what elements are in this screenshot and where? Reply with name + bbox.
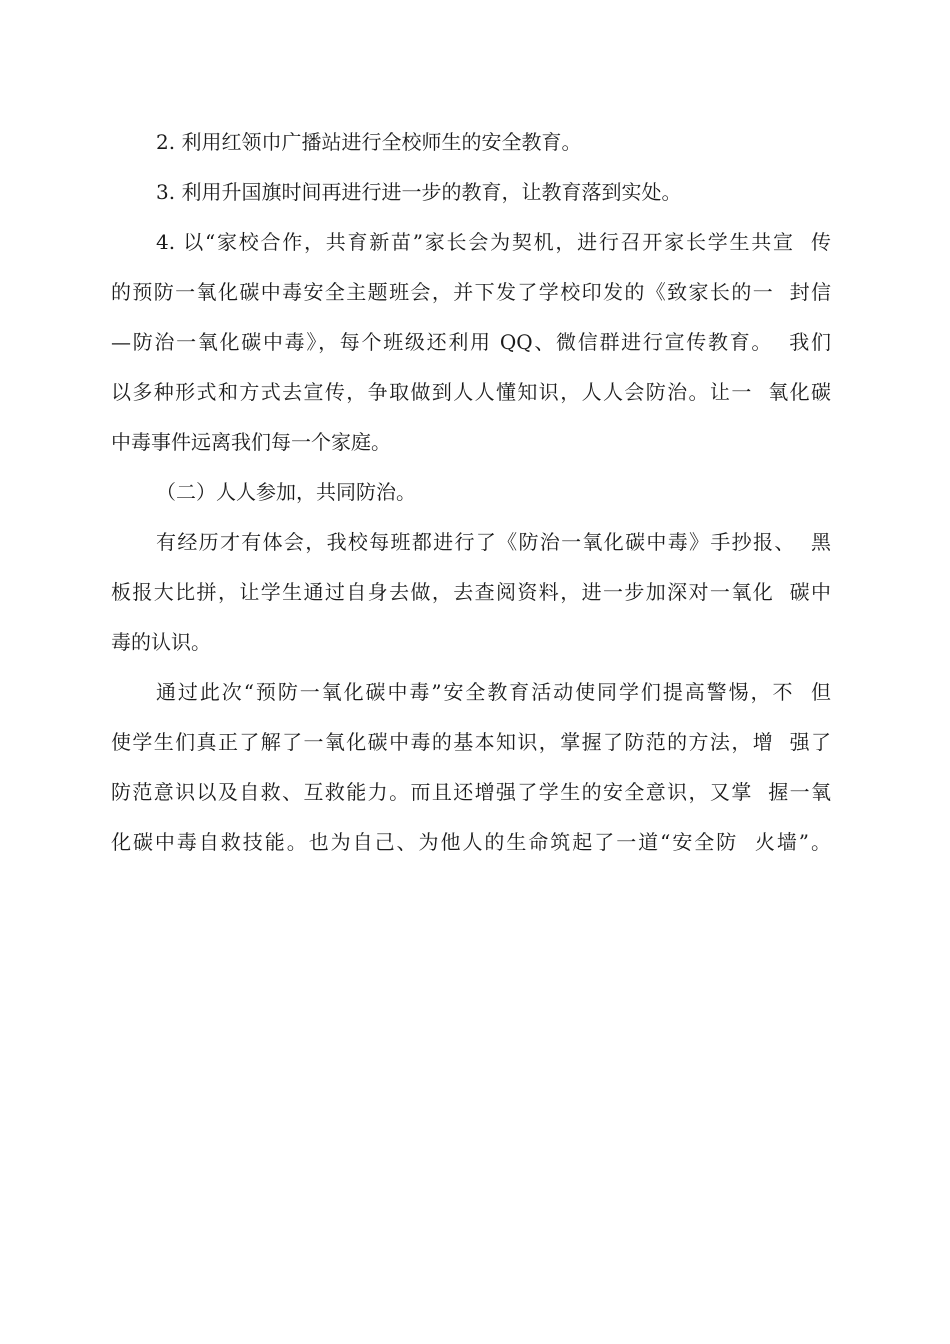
text-line: 板报大比拼，让学生通过自身去做，去查阅资料，进一步加深对一氧化 碳中 xyxy=(111,580,831,604)
text-line-item-3: 3. 利用升国旗时间再进行进一步的教育，让教育落到实处。 xyxy=(156,180,682,204)
text-line-paragraph-start: 有经历才有体会，我校每班都进行了《防治一氧化碳中毒》手抄报、 黑 xyxy=(156,530,831,554)
text-line: 的预防一氧化碳中毒安全主题班会，并下发了学校印发的《致家长的一 封信 xyxy=(111,280,831,304)
text-line-item-4-start: 4. 以“家校合作，共育新苗”家长会为契机，进行召开家长学生共宣 传 xyxy=(156,230,831,254)
text-line: 以多种形式和方式去宣传，争取做到人人懂知识，人人会防治。让一 氧化碳 xyxy=(111,380,831,404)
text-line: 中毒事件远离我们每一个家庭。 xyxy=(111,430,391,454)
text-line-paragraph-start: 通过此次“预防一氧化碳中毒”安全教育活动使同学们提高警惕，不 但 xyxy=(156,680,831,704)
section-heading: （二）人人参加，共同防治。 xyxy=(156,480,416,504)
text-line: 防范意识以及自救、互救能力。而且还增强了学生的安全意识，又掌 握一氧 xyxy=(111,780,831,804)
text-line: —防治一氧化碳中毒》，每个班级还利用 QQ、微信群进行宣传教育。 我们 xyxy=(111,330,831,354)
text-line: 毒的认识。 xyxy=(111,630,211,654)
text-line-item-2: 2. 利用红领巾广播站进行全校师生的安全教育。 xyxy=(156,130,582,154)
text-line: 化碳中毒自救技能。也为自己、为他人的生命筑起了一道“安全防 火墙”。 xyxy=(111,830,831,854)
text-line: 使学生们真正了解了一氧化碳中毒的基本知识，掌握了防范的方法，增 强了 xyxy=(111,730,831,754)
